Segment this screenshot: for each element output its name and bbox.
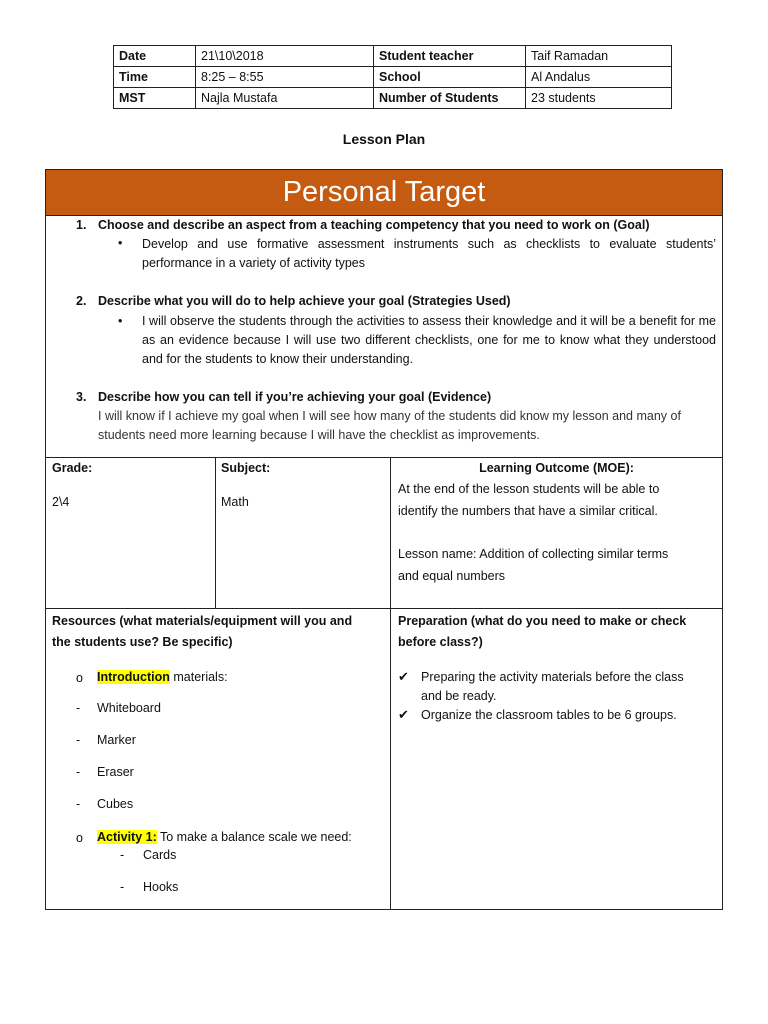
list-item: Cards xyxy=(143,848,177,862)
subject-value: Math xyxy=(221,495,249,509)
preparation-item: and be ready. xyxy=(421,689,497,703)
dash-icon: - xyxy=(76,733,81,747)
evidence-answer: I will know if I achieve my goal when I will see how many of the students did know my lesson and many of students need more learning because I will have the checklist as improvements. xyxy=(98,409,681,442)
evidence-number: 3. xyxy=(76,390,87,404)
mst-value: Najla Mustafa xyxy=(196,88,374,109)
dash-icon: - xyxy=(76,797,81,811)
bullet-icon: • xyxy=(118,314,123,328)
table-row xyxy=(114,88,672,109)
list-item: Eraser xyxy=(97,765,134,779)
goal-number: 1. xyxy=(76,218,87,232)
grid-divider xyxy=(390,457,391,909)
date-label: Date xyxy=(114,46,196,67)
strategies-question-text: Describe what you will do to help achieve your goal (Strategies Used) xyxy=(98,294,511,308)
table-row xyxy=(114,46,672,67)
goal-answer: Develop and use formative assessment instruments such as checklists to evaluate students’ performance in a variety of activity types xyxy=(142,237,716,270)
time-value: 8:25 – 8:55 xyxy=(196,67,374,88)
strategies-number: 2. xyxy=(76,294,87,308)
dash-icon: - xyxy=(120,880,125,894)
strategies-answer: I will observe the students through the activities to assess their knowledge and it will be a benefit for me as an evidence because I will use two different checklists, one for me to know what they understood and for the students to know their understanding. xyxy=(142,314,716,366)
personal-target-box xyxy=(45,169,723,910)
checkmark-icon: ✔ xyxy=(398,669,409,684)
list-item: Marker xyxy=(97,733,136,747)
student-teacher-value: Taif Ramadan xyxy=(526,46,672,67)
list-item: Cubes xyxy=(97,797,134,811)
strategies-question xyxy=(76,294,511,308)
lesson-info-table xyxy=(113,45,672,109)
activity-line xyxy=(97,830,352,844)
personal-target-banner: Personal Target xyxy=(46,170,722,216)
page-title: Lesson Plan xyxy=(342,131,426,147)
activity-highlight: Activity 1: xyxy=(97,830,157,844)
goal-question xyxy=(76,218,650,232)
introduction-highlight: Introduction xyxy=(97,670,170,684)
dash-icon: - xyxy=(76,765,81,779)
evidence-question xyxy=(76,390,491,404)
lesson-name-text: Lesson name: Addition of collecting similar terms xyxy=(398,547,669,561)
resources-header: the students use? Be specific) xyxy=(52,635,233,649)
mst-label: MST xyxy=(114,88,196,109)
subject-label: Subject: xyxy=(221,461,271,475)
activity-rest: To make a balance scale we need: xyxy=(156,830,352,844)
preparation-header: before class?) xyxy=(398,635,483,649)
preparation-item: Preparing the activity materials before the class xyxy=(421,670,684,684)
dash-icon: - xyxy=(120,848,125,862)
introduction-rest: materials: xyxy=(169,670,228,684)
date-value: 21\10\2018 xyxy=(196,46,374,67)
school-value: Al Andalus xyxy=(526,67,672,88)
grid-divider xyxy=(215,457,216,608)
list-item: Whiteboard xyxy=(97,701,161,715)
learning-outcome-text: At the end of the lesson students will be able to xyxy=(398,482,660,496)
number-of-students-label: Number of Students xyxy=(374,88,526,109)
preparation-header: Preparation (what do you need to make or check xyxy=(398,614,687,628)
list-item: Hooks xyxy=(143,880,179,894)
school-label: School xyxy=(374,67,526,88)
dash-icon: - xyxy=(76,701,81,715)
lesson-name-text: and equal numbers xyxy=(398,569,506,583)
learning-outcome-label: Learning Outcome (MOE): xyxy=(479,461,634,475)
circle-bullet-icon: o xyxy=(76,831,83,845)
learning-outcome-text: identify the numbers that have a similar critical. xyxy=(398,504,658,518)
circle-bullet-icon: o xyxy=(76,671,83,685)
grade-label: Grade: xyxy=(52,461,93,475)
grade-value: 2\4 xyxy=(52,495,70,509)
introduction-line xyxy=(97,670,228,684)
table-row xyxy=(114,67,672,88)
time-label: Time xyxy=(114,67,196,88)
preparation-item: Organize the classroom tables to be 6 groups. xyxy=(421,708,677,722)
target-section xyxy=(46,216,722,458)
number-of-students-value: 23 students xyxy=(526,88,672,109)
bullet-icon: • xyxy=(118,236,123,250)
grid-divider xyxy=(46,608,722,609)
evidence-question-text: Describe how you can tell if you’re achieving your goal (Evidence) xyxy=(98,390,492,404)
resources-header: Resources (what materials/equipment will you and xyxy=(52,614,353,628)
student-teacher-label: Student teacher xyxy=(374,46,526,67)
checkmark-icon: ✔ xyxy=(398,707,409,722)
goal-question-text: Choose and describe an aspect from a teaching competency that you need to work on (Goal) xyxy=(98,218,650,232)
